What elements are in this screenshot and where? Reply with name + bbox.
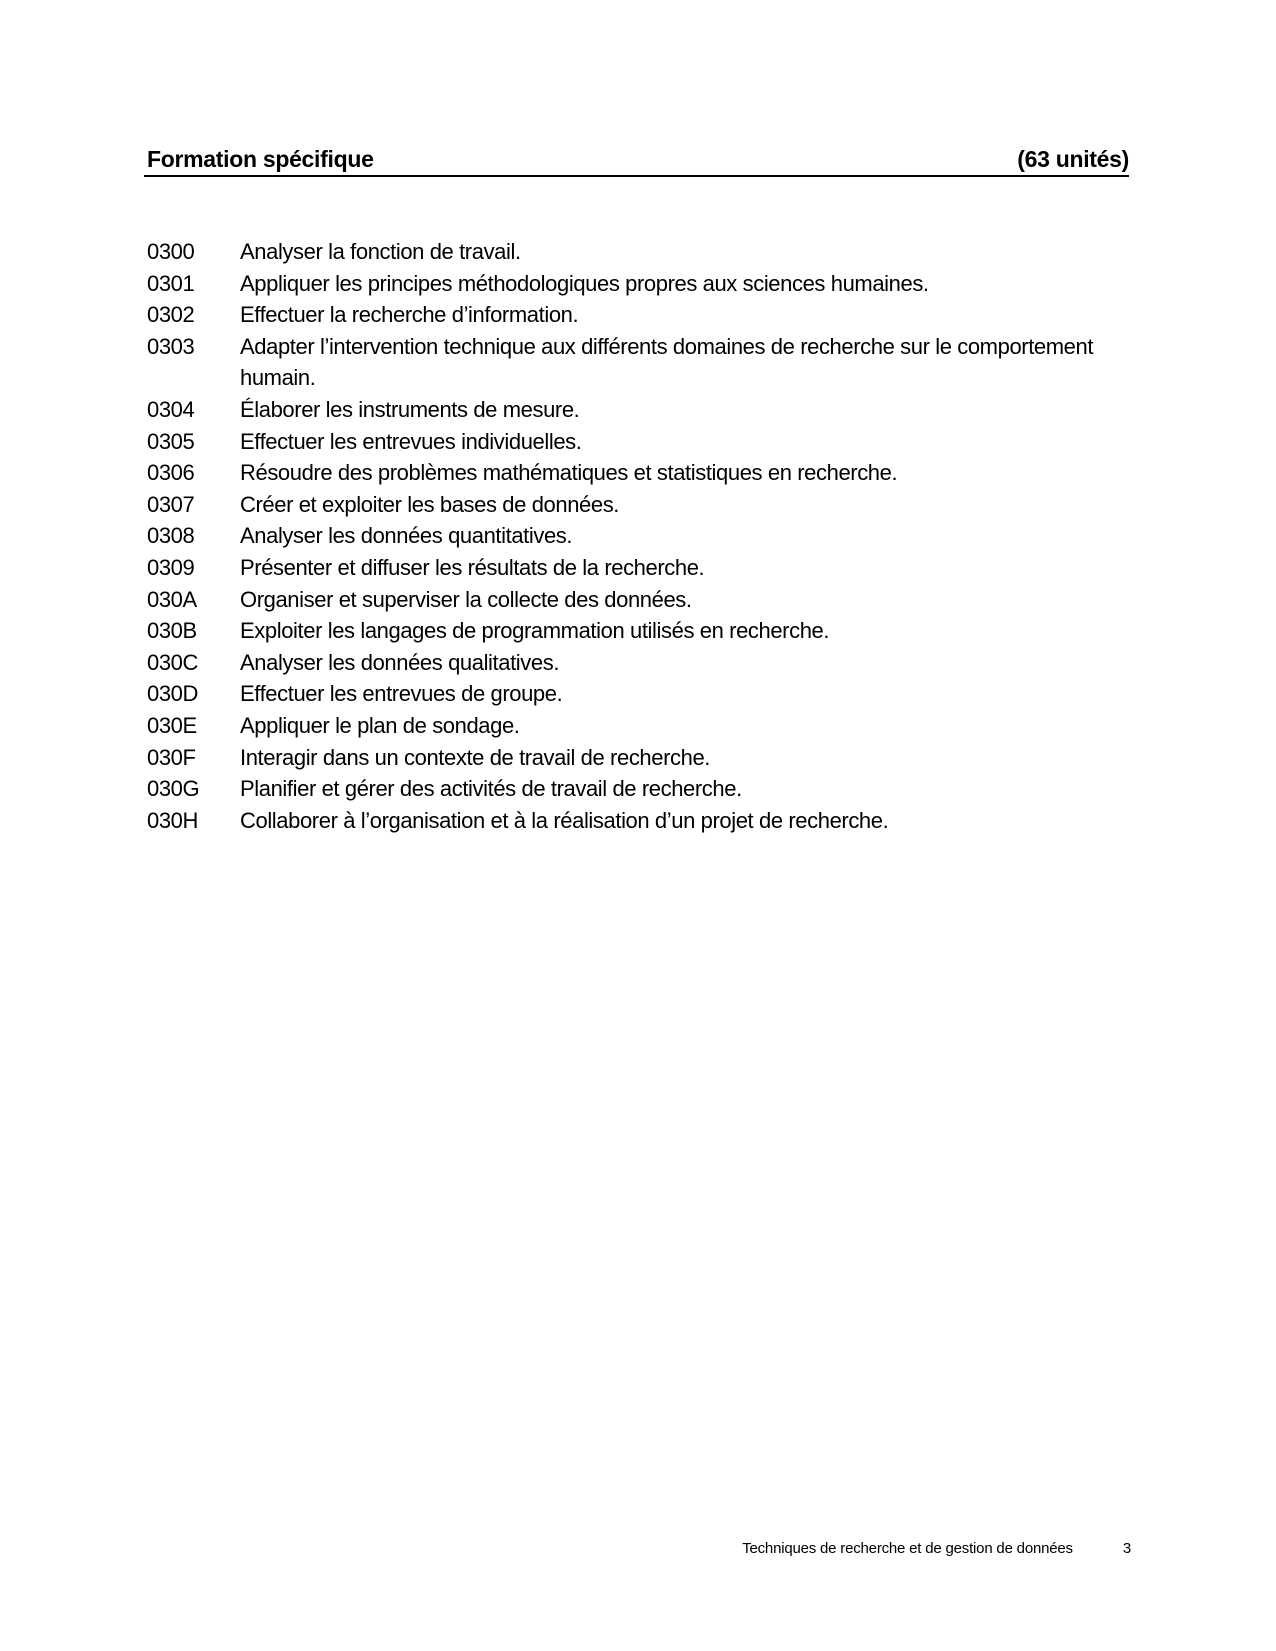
footer-page-number: 3 (1122, 1540, 1131, 1557)
course-code: 030H (147, 807, 198, 833)
course-description: Effectuer la recherche d’information. (240, 302, 579, 328)
course-description: Résoudre des problèmes mathématiques et statistiques en recherche. (240, 460, 898, 486)
course-row (147, 331, 1129, 394)
page-footer (742, 1539, 1131, 1559)
course-description: Analyser les données quantitatives. (240, 523, 573, 549)
course-row (147, 805, 1129, 837)
course-description: Analyser les données qualitatives. (240, 649, 560, 675)
course-row (147, 457, 1129, 489)
course-code: 0303 (147, 333, 195, 359)
course-description: Collaborer à l’organisation et à la réalisation d’un projet de recherche. (240, 807, 889, 833)
course-row (147, 647, 1129, 679)
course-row (147, 742, 1129, 774)
course-row (147, 489, 1129, 521)
course-row (147, 299, 1129, 331)
course-code: 0306 (147, 460, 195, 486)
course-description: Élaborer les instruments de mesure. (240, 396, 580, 422)
course-description: Organiser et superviser la collecte des données. (240, 586, 692, 612)
course-row (147, 552, 1129, 584)
course-code: 030G (147, 776, 200, 802)
section-header (147, 145, 1129, 173)
course-description: Effectuer les entrevues de groupe. (240, 681, 563, 707)
course-row (147, 710, 1129, 742)
course-list (147, 236, 1129, 836)
footer-document-title: Techniques de recherche et de gestion de données (742, 1540, 1073, 1557)
course-code: 0308 (147, 523, 195, 549)
course-row (147, 584, 1129, 616)
course-row (147, 394, 1129, 426)
course-description: Présenter et diffuser les résultats de la recherche. (240, 554, 705, 580)
course-code: 0305 (147, 428, 195, 454)
section-title: Formation spécifique (147, 146, 374, 172)
course-description: Interagir dans un contexte de travail de recherche. (240, 744, 711, 770)
course-code: 030A (147, 586, 197, 612)
course-row (147, 426, 1129, 458)
course-code: 030D (147, 681, 198, 707)
course-description: Analyser la fonction de travail. (240, 239, 521, 264)
course-code: 0304 (147, 396, 195, 422)
course-row (147, 615, 1129, 647)
course-row (147, 268, 1129, 300)
course-code: 030E (147, 712, 197, 738)
course-code: 0300 (147, 239, 195, 264)
header-divider (144, 175, 1129, 177)
course-code: 0307 (147, 491, 195, 517)
course-row (147, 520, 1129, 552)
course-description: Appliquer les principes méthodologiques propres aux sciences humaines. (240, 270, 929, 296)
course-description: Effectuer les entrevues individuelles. (240, 428, 582, 454)
course-code: 030F (147, 744, 196, 770)
course-code: 0302 (147, 302, 195, 328)
course-code: 0309 (147, 554, 195, 580)
course-row (147, 773, 1129, 805)
course-description: Exploiter les langages de programmation utilisés en recherche. (240, 618, 830, 644)
course-description: Adapter l’intervention technique aux différents domaines de recherche sur le comportement humain. (240, 333, 1094, 391)
course-code: 030C (147, 649, 198, 675)
course-code: 030B (147, 618, 197, 644)
course-description: Planifier et gérer des activités de travail de recherche. (240, 776, 742, 802)
course-description: Créer et exploiter les bases de données. (240, 491, 620, 517)
section-units: (63 unités) (1017, 146, 1129, 172)
course-description: Appliquer le plan de sondage. (240, 712, 520, 738)
course-code: 0301 (147, 270, 195, 296)
course-row (147, 236, 1129, 268)
course-row (147, 678, 1129, 710)
